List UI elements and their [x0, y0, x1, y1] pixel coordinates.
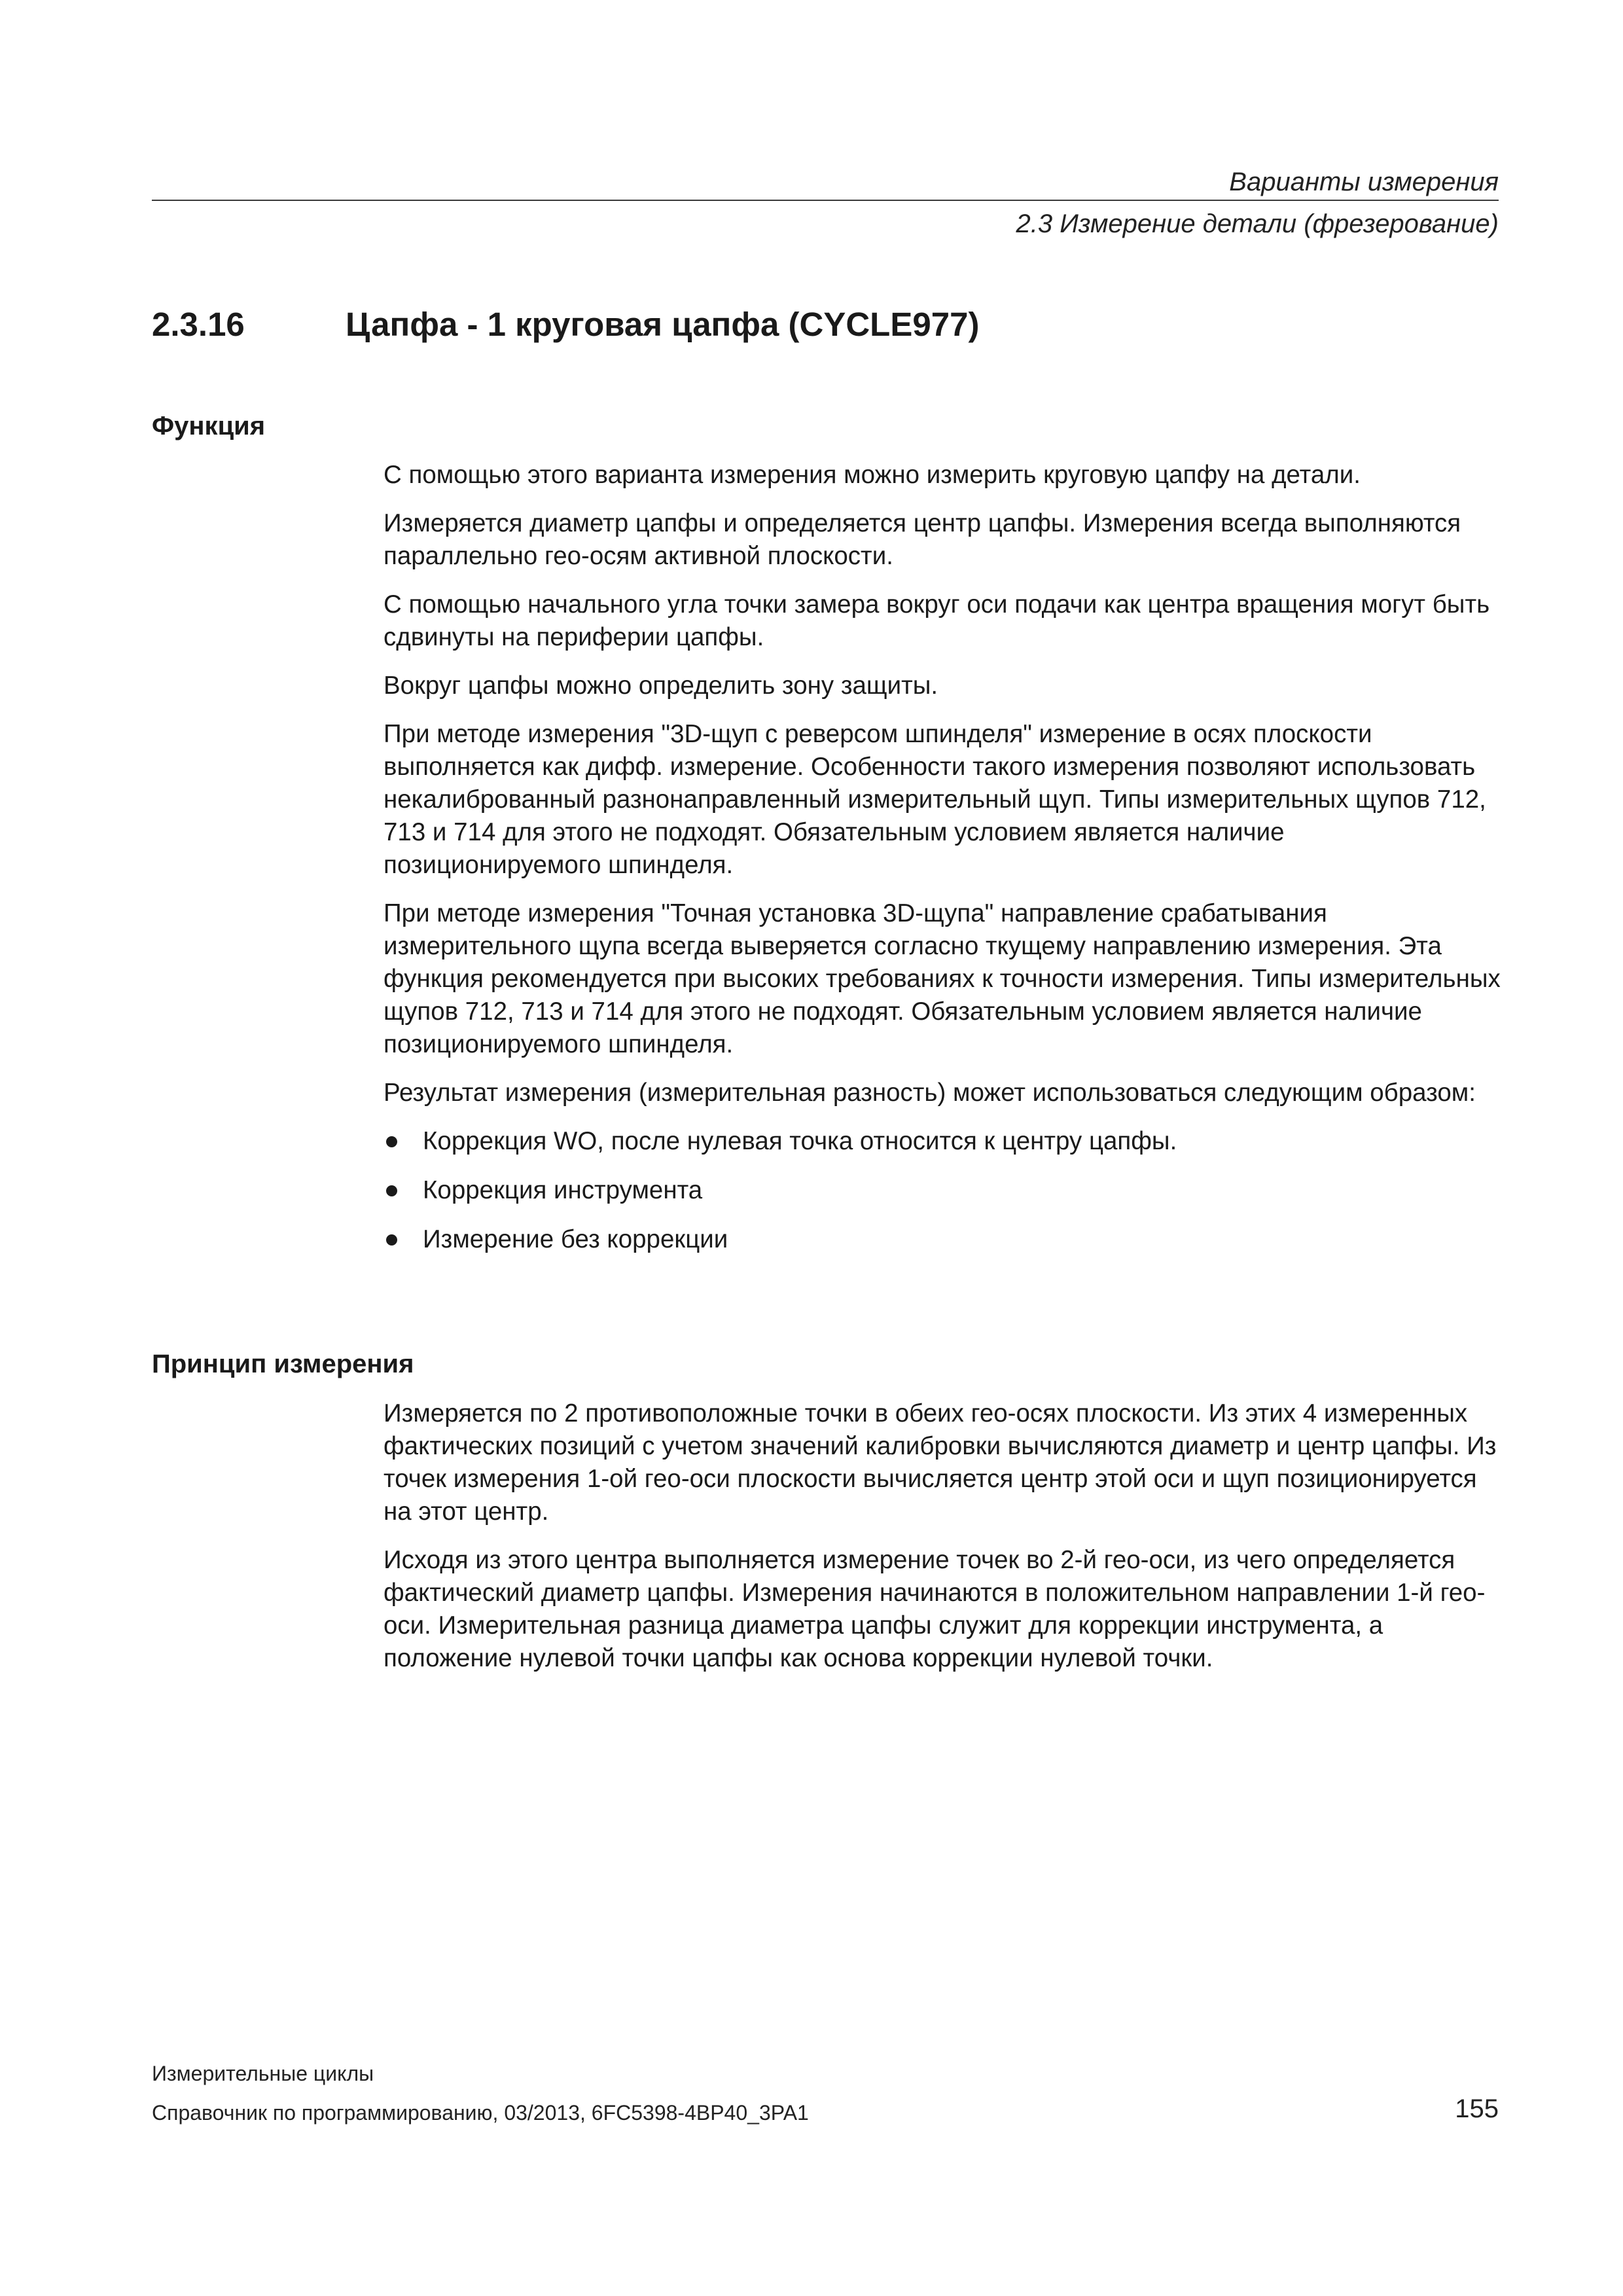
- principle-heading: Принцип измерения: [152, 1350, 414, 1378]
- section-title: Цапфа - 1 круговая цапфа (CYCLE977): [346, 306, 980, 343]
- page-number: 155: [1455, 2094, 1499, 2123]
- function-body: [383, 459, 1504, 1272]
- list-item: [383, 1174, 1504, 1207]
- principle-body: [383, 1397, 1504, 1691]
- paragraph: С помощью этого варианта измерения можно измерить круговую цапфу на детали.: [383, 461, 1361, 489]
- function-heading: Функция: [152, 412, 266, 440]
- list-item-text: Коррекция WO, после нулевая точка относится к центру цапфы.: [423, 1127, 1177, 1155]
- list-item-text: Измерение без коррекции: [423, 1225, 728, 1253]
- paragraph: При методе измерения "Точная установка 3D-щупа" направление срабатывания измерительного щупа всегда выверяется согласно ткущему направлению измерения. Эта функция рекомендуется при высоких требованиях к точности измерения. Типы измерительных щупов 712, 713 и 714 для этого не подходят. Обязательным условием является наличие позиционируемого шпинделя.: [383, 899, 1501, 1058]
- paragraph: Измеряется по 2 противоположные точки в обеих гео-осях плоскости. Из этих 4 измеренных фактических позиций с учетом значений калибровки вычисляются диаметр и центр цапфы. Из точек измерения 1-ой гео-оси плоскости вычисляется центр этой оси и щуп позиционируется на этот центр.: [383, 1399, 1497, 1526]
- paragraph: Вокруг цапфы можно определить зону защиты.: [383, 672, 938, 700]
- bullet-icon: [386, 1136, 397, 1147]
- footer-title: Измерительные циклы: [152, 2062, 374, 2085]
- paragraph: Результат измерения (измерительная разность) может использоваться следующим образом:: [383, 1079, 1476, 1107]
- footer-reference: Справочник по программированию, 03/2013, 6FC5398-4BP40_3PA1: [152, 2101, 809, 2125]
- running-head-section: 2.3 Измерение детали (фрезерование): [1016, 209, 1499, 238]
- bullet-list: [383, 1125, 1504, 1256]
- header-divider: [152, 200, 1499, 201]
- list-item-text: Коррекция инструмента: [423, 1176, 703, 1204]
- section-number: 2.3.16: [152, 306, 245, 343]
- paragraph: Измеряется диаметр цапфы и определяется центр цапфы. Измерения всегда выполняются параллельно гео-осям активной плоскости.: [383, 509, 1461, 570]
- paragraph: Исходя из этого центра выполняется измерение точек во 2-й гео-оси, из чего определяется фактический диаметр цапфы. Измерения начинаются в положительном направлении 1-й гео-оси. Измерительная разница диаметра цапфы служит для коррекции инструмента, а положение нулевой точки цапфы как основа коррекции нулевой точки.: [383, 1546, 1486, 1672]
- running-head-chapter: Варианты измерения: [1229, 168, 1499, 196]
- list-item: [383, 1223, 1504, 1256]
- bullet-icon: [386, 1185, 397, 1196]
- paragraph: С помощью начального угла точки замера вокруг оси подачи как центра вращения могут быть сдвинуты на периферии цапфы.: [383, 590, 1490, 651]
- list-item: [383, 1125, 1504, 1158]
- bullet-icon: [386, 1234, 397, 1246]
- paragraph: При методе измерения "3D-щуп с реверсом шпинделя" измерение в осях плоскости выполняется как дифф. измерение. Особенности такого измерения позволяют использовать некалиброванный разнонаправленный измерительный щуп. Типы измерительных щупов 712, 713 и 714 для этого не подходят. Обязательным условием является наличие позиционируемого шпинделя.: [383, 720, 1486, 879]
